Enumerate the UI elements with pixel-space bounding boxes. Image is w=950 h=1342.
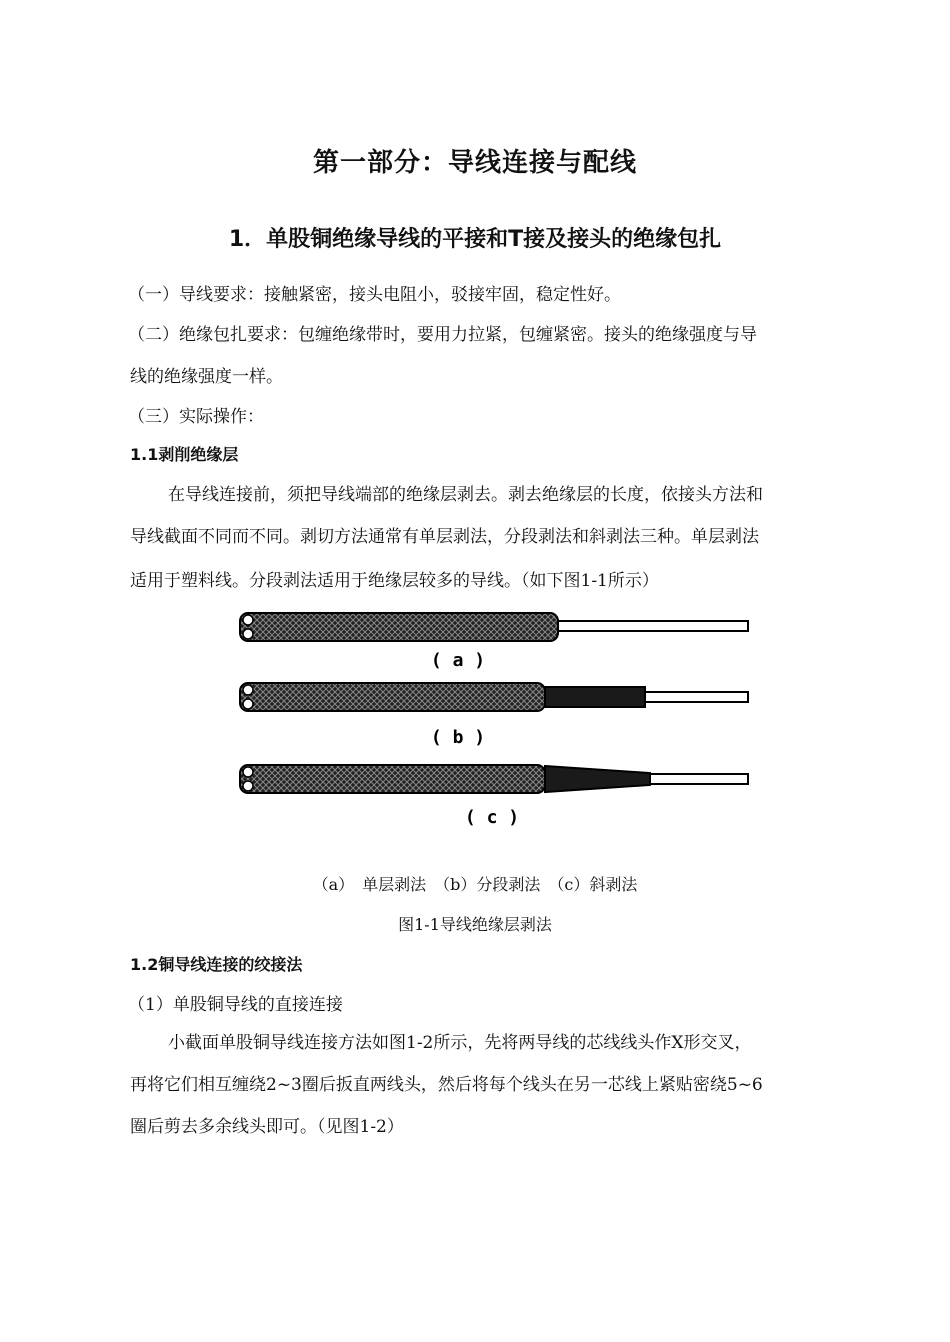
section-title: 1．单股铜绝缘导线的平接和T接及接头的绝缘包扎: [228, 227, 722, 252]
section-1-2-para-line-1: 小截面单股铜导线连接方法如图1-2所示，先将两导线的芯线线头作X形交叉，: [168, 1033, 752, 1053]
requirement-3: （三）实际操作：: [128, 407, 264, 427]
section-1-2-subheading: （1）单股铜导线的直接连接: [128, 995, 343, 1015]
figure-wire-stripping: [230, 605, 760, 835]
section-1-1-para-line-2: 导线截面不同而不同。剥切方法通常有单层剥法，分段剥法和斜剥法三种。单层剥法: [130, 527, 759, 547]
wire-c: [240, 765, 748, 793]
figure-label-b: ( b ): [430, 727, 486, 748]
figure-label-a: ( a ): [430, 650, 486, 671]
section-1-1-para-line-1: 在导线连接前，须把导线端部的绝缘层剥去。剥去绝缘层的长度，依接头方法和: [168, 485, 763, 505]
page-title: 第一部分：导线连接与配线: [312, 148, 637, 178]
wire-a: [240, 613, 748, 641]
figure-caption: 图1-1导线绝缘层剥法: [398, 915, 552, 934]
section-1-2-heading: 1.2铜导线连接的绞接法: [130, 955, 303, 974]
requirement-1: （一）导线要求：接触紧密，接头电阻小，驳接牢固，稳定性好。: [128, 285, 621, 305]
wire-b: [240, 683, 748, 711]
requirement-2-line-2: 线的绝缘强度一样。: [130, 367, 283, 387]
section-1-1-heading: 1.1剥削绝缘层: [130, 445, 239, 464]
section-1-2-para-line-2: 再将它们相互缠绕2~3圈后扳直两线头，然后将每个线头在另一芯线上紧贴密绕5~6: [130, 1075, 763, 1095]
figure-label-c: ( c ): [464, 807, 520, 828]
figure-caption-items: （a） 单层剥法 （b）分段剥法 （c）斜剥法: [312, 875, 638, 894]
requirement-2-line-1: （二）绝缘包扎要求：包缠绝缘带时，要用力拉紧，包缠紧密。接头的绝缘强度与导: [128, 325, 757, 345]
section-1-1-para-line-3: 适用于塑料线。分段剥法适用于绝缘层较多的导线。（如下图1-1所示）: [130, 571, 659, 591]
section-1-2-para-line-3: 圈后剪去多余线头即可。（见图1-2）: [130, 1117, 404, 1137]
